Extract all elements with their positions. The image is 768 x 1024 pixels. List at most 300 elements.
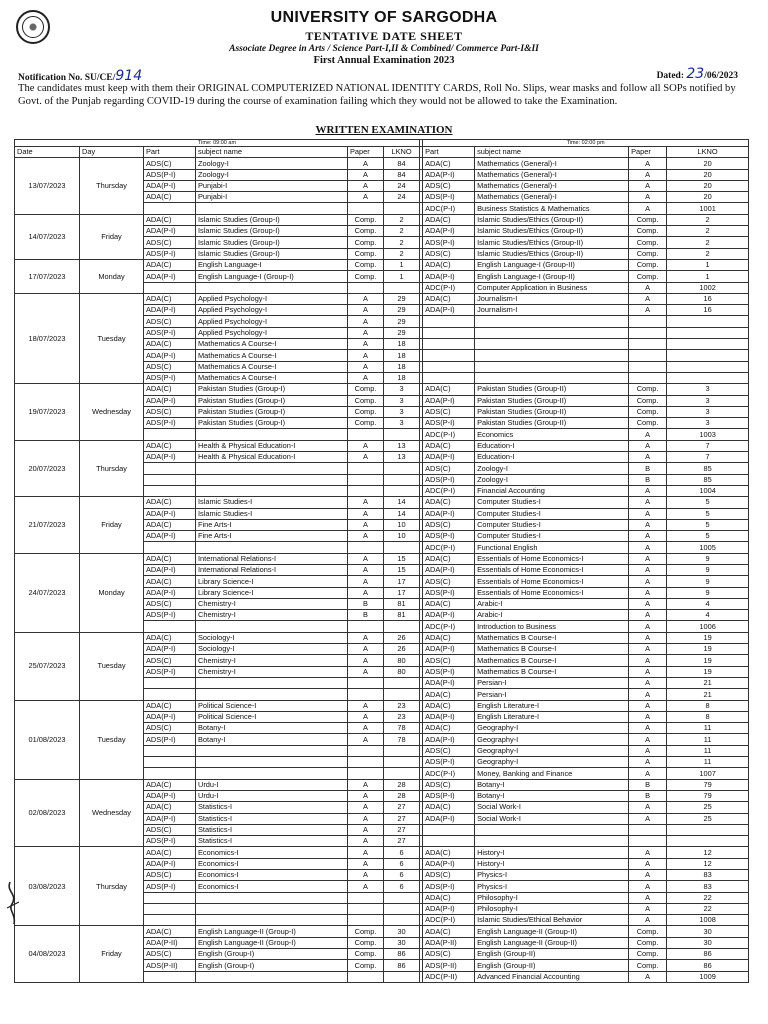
paper-cell-am: A (348, 666, 384, 677)
paper-cell-pm (629, 339, 667, 350)
part-cell-am: ADA(C) (144, 553, 196, 564)
lkno-cell-am: 29 (384, 316, 420, 327)
paper-cell-pm: A (629, 745, 667, 756)
subject-cell-am: English Language-I (Group-I) (196, 271, 348, 282)
part-cell-am: ADA(P-I) (144, 564, 196, 575)
subject-cell-am: Applied Psychology-I (196, 316, 348, 327)
date-sheet-table (14, 139, 749, 983)
part-cell-pm: ADA(C) (423, 259, 475, 270)
subject-cell-am: Pakistan Studies (Group-I) (196, 406, 348, 417)
part-cell-pm: ADS(C) (423, 463, 475, 474)
paper-cell-pm: A (629, 553, 667, 564)
paper-cell-pm: A (629, 689, 667, 700)
part-cell-pm: ADA(P-I) (423, 395, 475, 406)
paper-cell-am: A (348, 339, 384, 350)
part-cell-pm (423, 339, 475, 350)
subject-cell-pm: Islamic Studies/Ethics (Group-II) (475, 214, 629, 225)
lkno-cell-pm: 9 (667, 553, 749, 564)
subject-cell-pm (475, 327, 629, 338)
exam-day: Thursday (80, 847, 144, 926)
part-cell-am (144, 745, 196, 756)
subject-cell-pm: Computer Studies-I (475, 531, 629, 542)
subject-cell-am: Economics-I (196, 847, 348, 858)
lkno-cell-pm: 21 (667, 689, 749, 700)
part-cell-pm: ADA(C) (423, 723, 475, 734)
part-cell-am (144, 429, 196, 440)
part-cell-pm: ADC(P-I) (423, 768, 475, 779)
paper-cell-am: A (348, 700, 384, 711)
subject-cell-am: Islamic Studies-I (196, 508, 348, 519)
part-cell-am (144, 542, 196, 553)
paper-cell-pm: A (629, 542, 667, 553)
subject-cell-am: Political Science-I (196, 700, 348, 711)
subject-cell-am (196, 915, 348, 926)
lkno-cell-am (384, 429, 420, 440)
lkno-cell-am: 18 (384, 350, 420, 361)
table-row (15, 293, 749, 304)
part-cell-am: ADS(P-I) (144, 610, 196, 621)
paper-cell-pm: A (629, 485, 667, 496)
subject-cell-pm: Essentials of Home Economics-I (475, 553, 629, 564)
paper-cell-pm: Comp. (629, 395, 667, 406)
lkno-cell-am: 10 (384, 519, 420, 530)
subject-cell-am: English Language-II (Group-I) (196, 926, 348, 937)
part-cell-pm: ADS(P-I) (423, 531, 475, 542)
lkno-cell-am: 28 (384, 790, 420, 801)
part-cell-pm: ADA(P-I) (423, 644, 475, 655)
part-cell-am: ADA(P-I) (144, 305, 196, 316)
lkno-cell-am (384, 621, 420, 632)
lkno-cell-am: 26 (384, 632, 420, 643)
exam-day: Friday (80, 926, 144, 982)
paper-cell-am: Comp. (348, 237, 384, 248)
subject-cell-am: Applied Psychology-I (196, 305, 348, 316)
paper-cell-pm: A (629, 282, 667, 293)
lkno-cell-am: 29 (384, 293, 420, 304)
lkno-cell-pm: 9 (667, 576, 749, 587)
subject-cell-am: Botany-I (196, 723, 348, 734)
lkno-cell-am (384, 768, 420, 779)
part-cell-am: ADA(P-I) (144, 711, 196, 722)
exam-day: Thursday (80, 158, 144, 214)
paper-cell-am (348, 745, 384, 756)
part-cell-pm: ADS(P-I) (423, 790, 475, 801)
part-cell-am: ADA(P-I) (144, 452, 196, 463)
part-cell-am: ADS(C) (144, 406, 196, 417)
subject-cell-am: Economics-I (196, 881, 348, 892)
paper-cell-pm: Comp. (629, 926, 667, 937)
paper-cell-pm (629, 316, 667, 327)
paper-cell-am: A (348, 870, 384, 881)
part-cell-am: ADS(P-I) (144, 372, 196, 383)
lkno-cell-pm (667, 824, 749, 835)
part-cell-pm: ADA(C) (423, 632, 475, 643)
lkno-cell-am: 78 (384, 723, 420, 734)
lkno-cell-pm: 2 (667, 248, 749, 259)
lkno-cell-am: 15 (384, 553, 420, 564)
part-cell-pm: ADA(C) (423, 384, 475, 395)
lkno-cell-am: 18 (384, 339, 420, 350)
dated-rest: /06/2023 (704, 71, 738, 81)
lkno-cell-pm: 85 (667, 463, 749, 474)
paper-cell-am: A (348, 723, 384, 734)
university-name: UNIVERSITY OF SARGODHA (270, 9, 498, 26)
paper-cell-pm: A (629, 621, 667, 632)
part-cell-am: ADA(P-I) (144, 395, 196, 406)
exam-date: 21/07/2023 (15, 497, 80, 553)
subject-cell-pm: Botany-I (475, 779, 629, 790)
instructions-paragraph: The candidates must keep with them their ORIGINAL COMPUTERIZED NATIONAL IDENTITY CARDS, Roll No. Slips, wear masks and follow all SOPs notified by Govt. of the Punjab regarding COVID-19 during the course of examination failing which they would not be allowed to take the Examination. (18, 83, 736, 107)
lkno-cell-pm: 8 (667, 700, 749, 711)
col-date: Date (15, 147, 80, 158)
lkno-cell-pm (667, 350, 749, 361)
subject-cell-am (196, 745, 348, 756)
subject-cell-pm: Mathematics (General)-I (475, 180, 629, 191)
part-cell-pm: ADA(C) (423, 293, 475, 304)
paper-cell-am: Comp. (348, 226, 384, 237)
lkno-cell-pm: 1005 (667, 542, 749, 553)
part-cell-am (144, 892, 196, 903)
lkno-cell-am: 14 (384, 497, 420, 508)
lkno-cell-pm: 11 (667, 745, 749, 756)
part-cell-am: ADA(C) (144, 576, 196, 587)
paper-cell-am (348, 689, 384, 700)
exam-day: Tuesday (80, 293, 144, 383)
subject-cell-am (196, 485, 348, 496)
part-cell-am: ADA(C) (144, 339, 196, 350)
paper-cell-pm: A (629, 564, 667, 575)
lkno-cell-pm: 25 (667, 813, 749, 824)
exam-date: 20/07/2023 (15, 440, 80, 496)
subject-cell-pm: Essentials of Home Economics-I (475, 587, 629, 598)
part-cell-pm: ADA(P-II) (423, 937, 475, 948)
paper-cell-pm: A (629, 734, 667, 745)
lkno-cell-pm: 20 (667, 169, 749, 180)
paper-cell-pm: Comp. (629, 271, 667, 282)
lkno-cell-pm: 3 (667, 418, 749, 429)
subject-cell-pm: Zoology-I (475, 463, 629, 474)
col-subject-am: subject name (196, 147, 348, 158)
subject-cell-am: Applied Psychology-I (196, 293, 348, 304)
subject-cell-am: Political Science-I (196, 711, 348, 722)
subject-cell-pm: Persian-I (475, 689, 629, 700)
paper-cell-am (348, 542, 384, 553)
lkno-cell-am: 30 (384, 937, 420, 948)
lkno-cell-am: 3 (384, 406, 420, 417)
lkno-cell-pm: 11 (667, 757, 749, 768)
paper-cell-am (348, 203, 384, 214)
part-cell-pm (423, 350, 475, 361)
part-cell-pm: ADA(P-I) (423, 564, 475, 575)
paper-cell-pm: B (629, 779, 667, 790)
part-cell-am: ADS(P-II) (144, 960, 196, 971)
paper-cell-pm (629, 824, 667, 835)
lkno-cell-pm: 30 (667, 937, 749, 948)
part-cell-am (144, 677, 196, 688)
subject-cell-am: English (Group-I) (196, 960, 348, 971)
lkno-cell-am: 29 (384, 305, 420, 316)
part-cell-pm (423, 316, 475, 327)
dated-handwritten-day: 23 (686, 66, 705, 82)
paper-cell-pm: Comp. (629, 418, 667, 429)
part-cell-am: ADS(C) (144, 949, 196, 960)
notification-label: Notification No. SU/CE/ (18, 73, 116, 83)
paper-cell-am: Comp. (348, 384, 384, 395)
lkno-cell-am: 86 (384, 960, 420, 971)
lkno-cell-pm: 2 (667, 237, 749, 248)
subject-cell-pm: Social Work-I (475, 802, 629, 813)
subject-cell-am: Applied Psychology-I (196, 327, 348, 338)
part-cell-pm (423, 327, 475, 338)
paper-cell-am: A (348, 327, 384, 338)
subject-cell-am: English Language-II (Group-I) (196, 937, 348, 948)
paper-cell-am: A (348, 576, 384, 587)
lkno-cell-am: 13 (384, 452, 420, 463)
paper-cell-am (348, 677, 384, 688)
lkno-cell-pm: 12 (667, 858, 749, 869)
table-row (15, 497, 749, 508)
part-cell-am: ADA(C) (144, 293, 196, 304)
subject-cell-am: Islamic Studies-I (196, 497, 348, 508)
part-cell-pm: ADS(C) (423, 576, 475, 587)
subject-cell-am: Health & Physical Education-I (196, 452, 348, 463)
paper-cell-am: Comp. (348, 926, 384, 937)
subject-cell-am: Chemistry-I (196, 598, 348, 609)
part-cell-am (144, 903, 196, 914)
paper-cell-am: A (348, 508, 384, 519)
lkno-cell-pm: 86 (667, 960, 749, 971)
subject-cell-pm: Advanced Financial Accounting (475, 971, 629, 982)
lkno-cell-am: 1 (384, 259, 420, 270)
subject-cell-am (196, 892, 348, 903)
subject-cell-pm: Money, Banking and Finance (475, 768, 629, 779)
exam-day: Wednesday (80, 779, 144, 847)
part-cell-pm: ADA(P-I) (423, 508, 475, 519)
paper-cell-am: A (348, 858, 384, 869)
subject-cell-pm: Islamic Studies/Ethics (Group-II) (475, 237, 629, 248)
lkno-cell-am (384, 485, 420, 496)
lkno-cell-am: 18 (384, 361, 420, 372)
lkno-cell-am: 23 (384, 700, 420, 711)
subject-cell-pm: Essentials of Home Economics-I (475, 564, 629, 575)
part-cell-am: ADS(P-I) (144, 169, 196, 180)
subject-cell-pm: Pakistan Studies (Group-II) (475, 395, 629, 406)
part-cell-am: ADA(C) (144, 802, 196, 813)
part-cell-pm: ADA(C) (423, 700, 475, 711)
subject-cell-am (196, 757, 348, 768)
subject-cell-pm (475, 339, 629, 350)
lkno-cell-pm: 8 (667, 711, 749, 722)
paper-cell-am (348, 282, 384, 293)
subject-cell-am: Health & Physical Education-I (196, 440, 348, 451)
lkno-cell-am (384, 474, 420, 485)
subject-cell-am (196, 474, 348, 485)
subject-cell-am: Urdu-I (196, 779, 348, 790)
part-cell-pm: ADA(C) (423, 440, 475, 451)
lkno-cell-pm: 1001 (667, 203, 749, 214)
paper-cell-am: Comp. (348, 271, 384, 282)
exam-date: 13/07/2023 (15, 158, 80, 214)
subject-cell-am: Islamic Studies (Group-I) (196, 226, 348, 237)
lkno-cell-am: 26 (384, 644, 420, 655)
paper-cell-pm: A (629, 903, 667, 914)
lkno-cell-pm (667, 339, 749, 350)
subject-cell-pm: Mathematics (General)-I (475, 169, 629, 180)
exam-date: 04/08/2023 (15, 926, 80, 982)
paper-cell-pm: A (629, 813, 667, 824)
paper-cell-am: A (348, 305, 384, 316)
subject-cell-pm (475, 350, 629, 361)
paper-cell-pm: B (629, 474, 667, 485)
subject-cell-pm: Botany-I (475, 790, 629, 801)
paper-cell-pm: A (629, 576, 667, 587)
part-cell-pm: ADA(C) (423, 553, 475, 564)
lkno-cell-am (384, 542, 420, 553)
subject-cell-pm: Mathematics B Course-I (475, 632, 629, 643)
paper-cell-am (348, 429, 384, 440)
subject-cell-am: Mathematics A Course-I (196, 339, 348, 350)
part-cell-am: ADA(P-I) (144, 813, 196, 824)
part-cell-am: ADA(P-I) (144, 350, 196, 361)
lkno-cell-pm: 12 (667, 847, 749, 858)
paper-cell-pm: A (629, 293, 667, 304)
part-cell-am: ADS(P-I) (144, 666, 196, 677)
paper-cell-pm: A (629, 768, 667, 779)
exam-date: 03/08/2023 (15, 847, 80, 926)
paper-cell-am: A (348, 587, 384, 598)
paper-cell-am (348, 903, 384, 914)
paper-cell-pm (629, 836, 667, 847)
lkno-cell-am: 78 (384, 734, 420, 745)
subject-cell-am: English Language-I (196, 259, 348, 270)
paper-cell-pm: A (629, 452, 667, 463)
part-cell-pm: ADA(P-I) (423, 169, 475, 180)
subject-cell-am: Islamic Studies (Group-I) (196, 248, 348, 259)
lkno-cell-pm: 20 (667, 192, 749, 203)
part-cell-am: ADA(C) (144, 214, 196, 225)
paper-cell-pm: Comp. (629, 949, 667, 960)
subject-cell-am: Statistics-I (196, 802, 348, 813)
lkno-cell-am (384, 757, 420, 768)
lkno-cell-am: 6 (384, 881, 420, 892)
subject-cell-pm: English Language-I (Group-II) (475, 259, 629, 270)
paper-cell-pm: A (629, 531, 667, 542)
paper-cell-pm: A (629, 180, 667, 191)
table-row (15, 259, 749, 270)
subject-cell-am: Library Science-I (196, 587, 348, 598)
exam-day: Tuesday (80, 632, 144, 700)
subject-cell-am (196, 677, 348, 688)
paper-cell-am: A (348, 813, 384, 824)
subject-cell-am: Pakistan Studies (Group-I) (196, 384, 348, 395)
part-cell-am (144, 915, 196, 926)
exam-date: 02/08/2023 (15, 779, 80, 847)
paper-cell-pm: Comp. (629, 248, 667, 259)
lkno-cell-am: 24 (384, 192, 420, 203)
col-lkno-pm: LKNO (667, 147, 749, 158)
subject-cell-am (196, 971, 348, 982)
lkno-cell-pm: 16 (667, 305, 749, 316)
paper-cell-pm: Comp. (629, 214, 667, 225)
subject-cell-pm: English Literature-I (475, 711, 629, 722)
lkno-cell-am: 81 (384, 610, 420, 621)
lkno-cell-pm: 1 (667, 271, 749, 282)
subject-cell-pm: Business Statistics & Mathematics (475, 203, 629, 214)
lkno-cell-pm: 1004 (667, 485, 749, 496)
paper-cell-pm: A (629, 587, 667, 598)
paper-cell-pm (629, 372, 667, 383)
subject-cell-am: English (Group-I) (196, 949, 348, 960)
lkno-cell-pm: 1007 (667, 768, 749, 779)
part-cell-am: ADS(P-I) (144, 418, 196, 429)
col-part-pm: Part (423, 147, 475, 158)
paper-cell-am (348, 485, 384, 496)
subject-cell-pm: Computer Studies-I (475, 497, 629, 508)
paper-cell-am: Comp. (348, 960, 384, 971)
paper-cell-am: Comp. (348, 949, 384, 960)
paper-cell-pm: A (629, 711, 667, 722)
paper-cell-am: A (348, 881, 384, 892)
paper-cell-am: A (348, 802, 384, 813)
header-row (15, 147, 749, 158)
lkno-cell-am: 24 (384, 180, 420, 191)
lkno-cell-pm: 3 (667, 384, 749, 395)
morning-time: Time: 09:00 am (15, 140, 420, 147)
paper-cell-pm: A (629, 508, 667, 519)
lkno-cell-pm: 21 (667, 677, 749, 688)
lkno-cell-pm: 85 (667, 474, 749, 485)
part-cell-am: ADS(P-I) (144, 248, 196, 259)
lkno-cell-pm (667, 316, 749, 327)
lkno-cell-am: 2 (384, 226, 420, 237)
paper-cell-pm: A (629, 169, 667, 180)
part-cell-pm: ADA(P-I) (423, 903, 475, 914)
part-cell-pm (423, 824, 475, 835)
part-cell-am: ADS(C) (144, 598, 196, 609)
paper-cell-am: Comp. (348, 937, 384, 948)
paper-cell-pm: A (629, 632, 667, 643)
subject-cell-am: Mathematics A Course-I (196, 361, 348, 372)
paper-cell-am: Comp. (348, 248, 384, 259)
part-cell-am: ADA(C) (144, 497, 196, 508)
paper-cell-pm (629, 350, 667, 361)
lkno-cell-pm (667, 836, 749, 847)
subject-cell-pm: Pakistan Studies (Group-II) (475, 406, 629, 417)
paper-cell-pm: A (629, 192, 667, 203)
lkno-cell-pm: 2 (667, 214, 749, 225)
lkno-cell-am: 2 (384, 248, 420, 259)
lkno-cell-pm: 4 (667, 610, 749, 621)
part-cell-pm: ADA(P-I) (423, 452, 475, 463)
subject-cell-pm: English Literature-I (475, 700, 629, 711)
part-cell-pm: ADS(P-I) (423, 418, 475, 429)
paper-cell-am: A (348, 293, 384, 304)
part-cell-am (144, 757, 196, 768)
lkno-cell-am: 3 (384, 418, 420, 429)
subject-cell-pm: Education-I (475, 440, 629, 451)
part-cell-am: ADA(P-I) (144, 858, 196, 869)
paper-cell-am: Comp. (348, 395, 384, 406)
subject-cell-pm: English (Group-II) (475, 949, 629, 960)
notification-handwritten-number: 914 (115, 68, 143, 84)
subject-cell-pm: Mathematics (General)-I (475, 192, 629, 203)
paper-cell-pm: Comp. (629, 384, 667, 395)
lkno-cell-pm: 30 (667, 926, 749, 937)
paper-cell-am (348, 757, 384, 768)
subject-cell-pm: Philosophy-I (475, 892, 629, 903)
part-cell-am: ADA(C) (144, 440, 196, 451)
lkno-cell-am: 80 (384, 666, 420, 677)
